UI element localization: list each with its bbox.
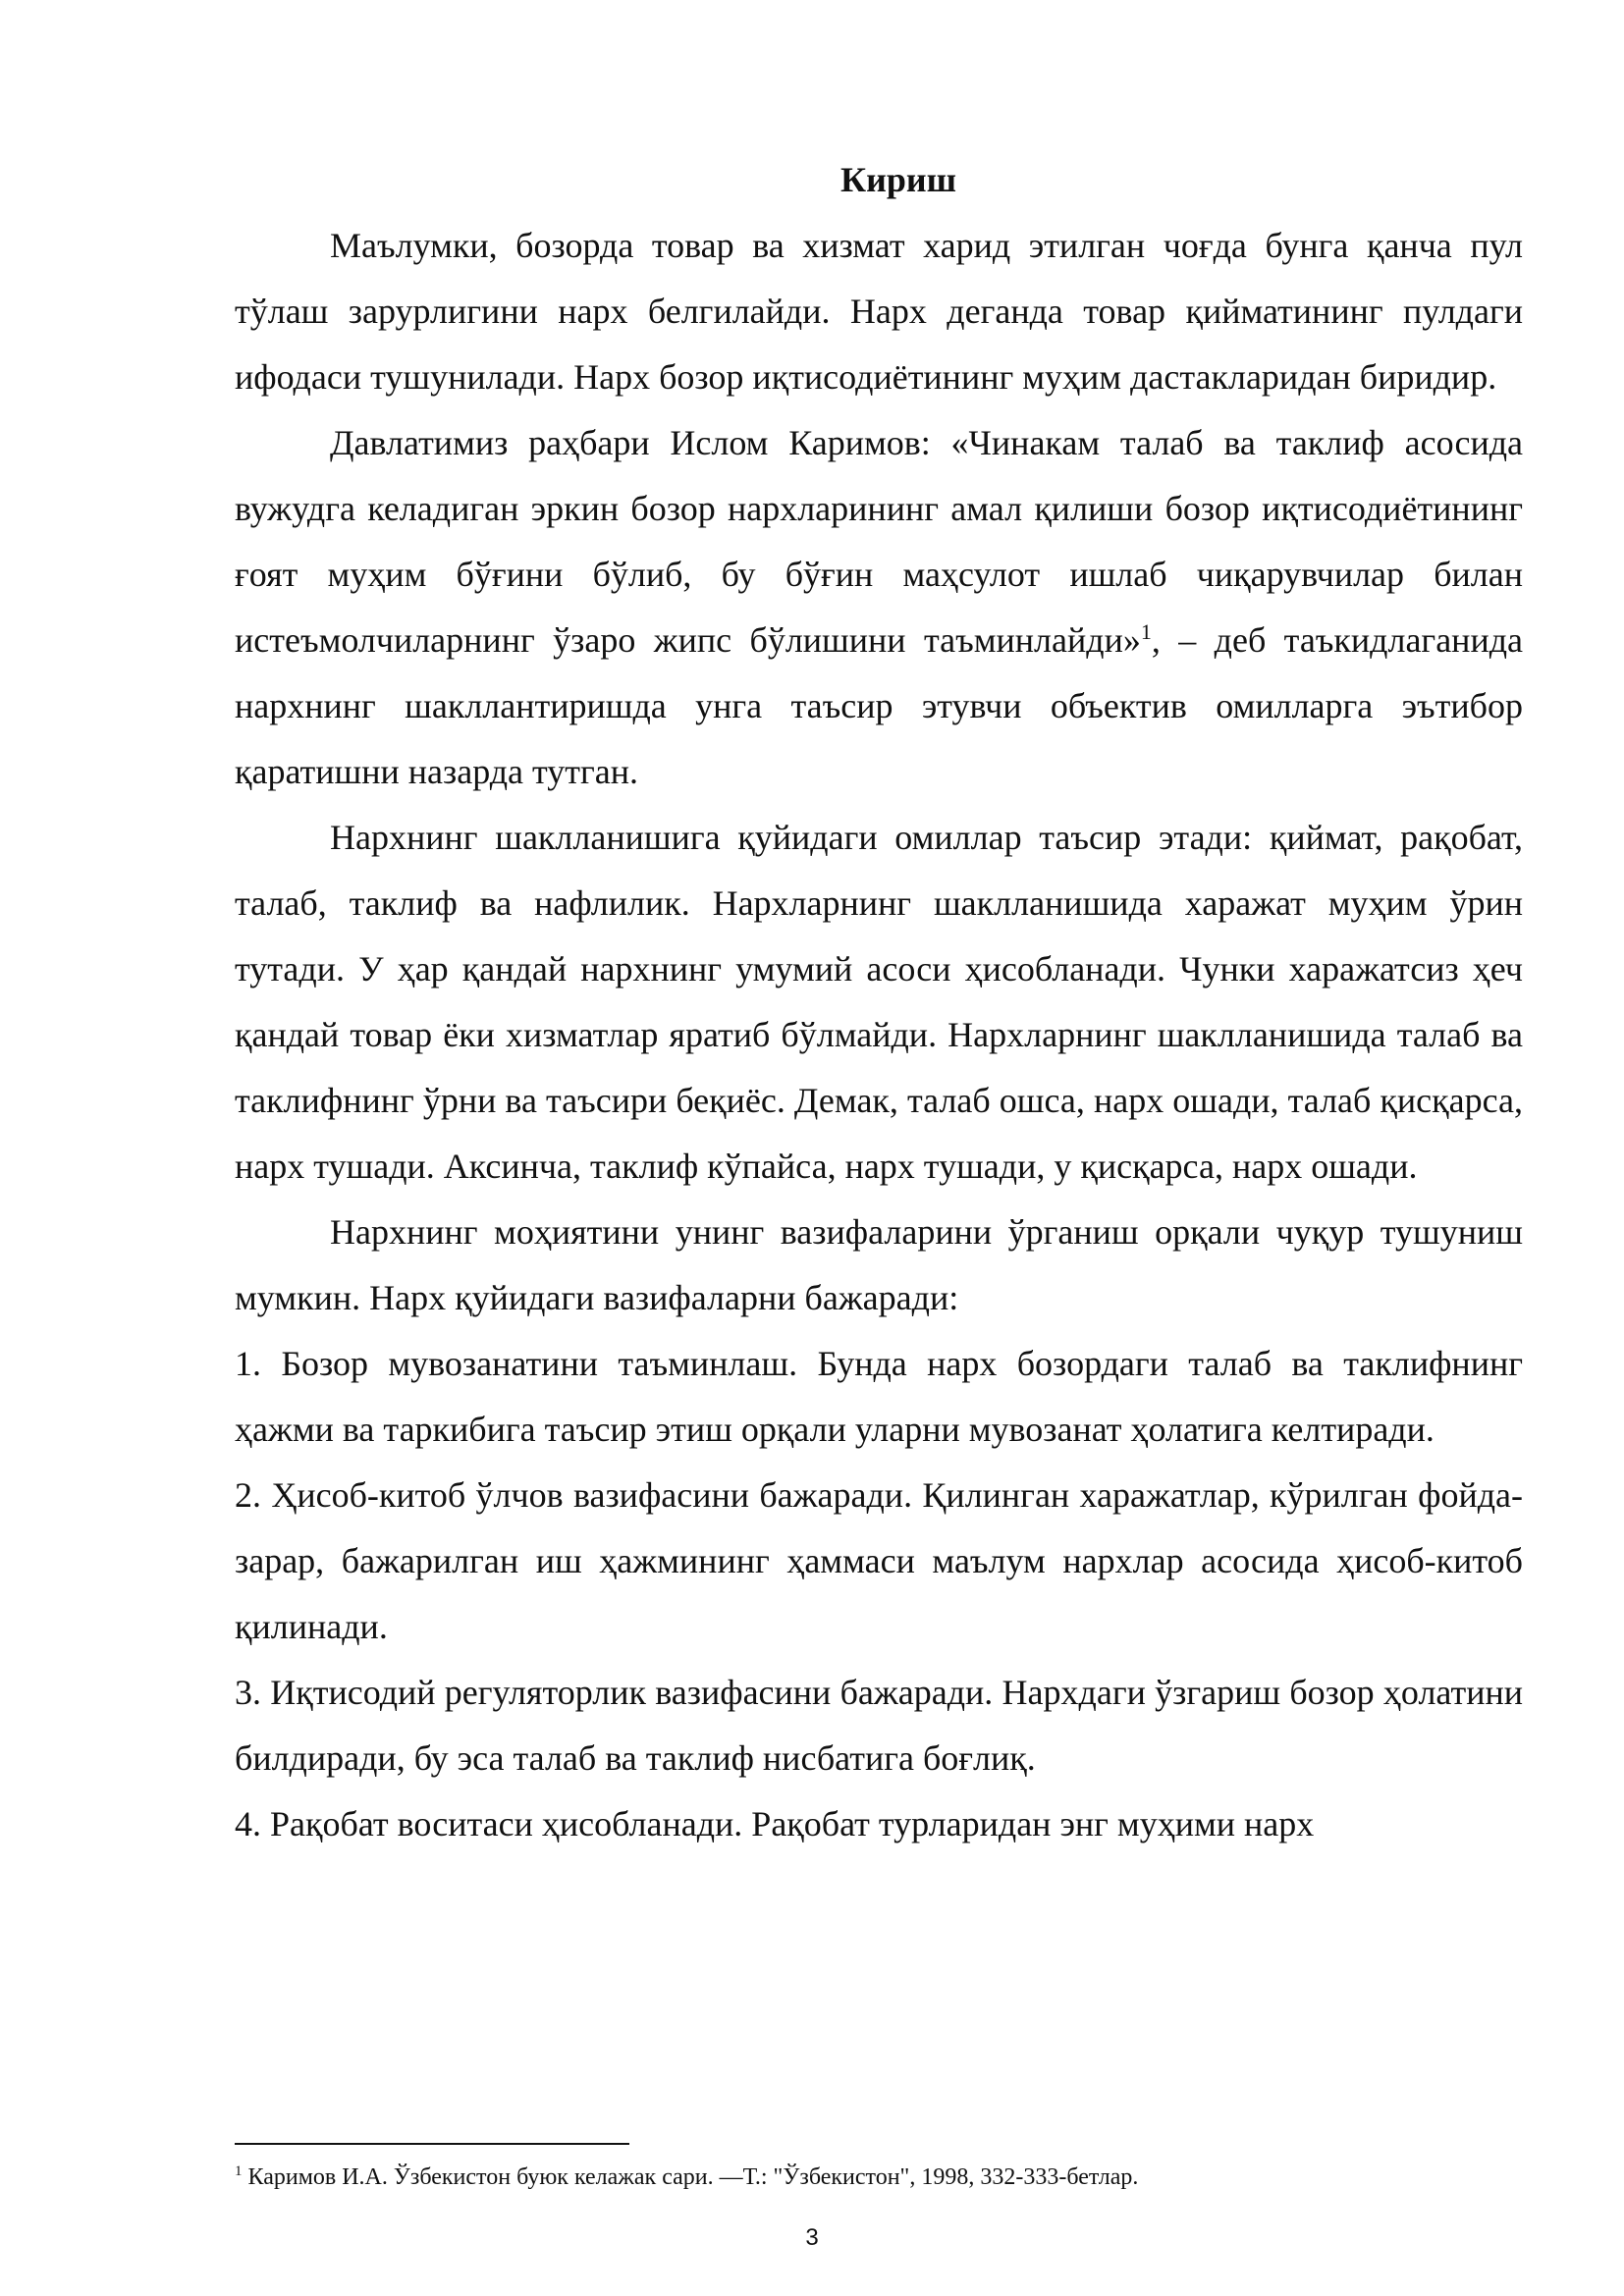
paragraph-functions-intro: Нархнинг моҳиятини унинг вазифаларини ўрганиш орқали чуқур тушуниш мумкин. Нарх қуйидаги вазифаларни бажаради: (235, 1212, 1523, 1317)
paragraph-intro: Маълумки, бозорда товар ва хизмат харид этилган чоғда бунга қанча пул тўлаш зарурлигини нарх белгилайди. Нарх деганда товар қийматининг пулдаги ифодаси тушунилади. Нарх бозор иқтисодиётининг муҳим дастакларидан биридир. (235, 226, 1523, 397)
quote-continuation: , – деб таъкидлаганида нархнинг шакллантиришда унга таъсир этувчи объектив омилларга эътибор қаратишни назарда тутган. (235, 620, 1524, 791)
footnote (235, 2162, 1523, 2193)
page-body (235, 147, 1523, 1857)
paragraph-factors: Нархнинг шаклланишига қуйидаги омиллар таъсир этади: қиймат, рақобат, талаб, таклиф ва нафлилик. Нархларнинг шаклланишида харажат муҳим ўрин тутади. У ҳар қандай нархнинг умумий асоси ҳисобланади. Чунки харажатсиз ҳеч қандай товар ёки хизматлар яратиб бўлмайди. Нархларнинг шаклланишида талаб ва таклифнинг ўрни ва таъсири беқиёс. Демак, талаб ошса, нарх ошади, талаб қисқарса, нарх тушади. Аксинча, таклиф кўпайса, нарх тушади, у қисқарса, нарх ошади. (235, 818, 1523, 1186)
list-item-3: 3. Иқтисодий регуляторлик вазифасини бажаради. Нархдаги ўзгариш бозор ҳолатини билдиради, бу эса талаб ва таклиф нисбатига боғлиқ. (235, 1673, 1523, 1778)
quote-text: Давлатимиз раҳбари Ислом Каримов: «Чинакам талаб ва таклиф асосида вужудга келадиган эркин бозор нархларининг амал қилиши бозор иқтисодиётининг ғоят муҳим бўғини бўлиб, бу бўғин маҳсулот ишлаб чиқарувчилар билан истеъмолчиларнинг ўзаро жипс бўлишини таъминлайди» (235, 423, 1523, 660)
footnote-marker: 1 (235, 2163, 243, 2179)
paragraph-quote (235, 410, 1523, 805)
list-item-1: 1. Бозор мувозанатини таъминлаш. Бунда нарх бозордаги талаб ва таклифнинг ҳажми ва таркибига таъсир этиш орқали уларни мувозанат ҳолатига келтиради. (235, 1344, 1523, 1449)
footnote-divider (235, 2143, 629, 2145)
page-title: Кириш (839, 160, 956, 199)
list-item-4: 4. Рақобат воситаси ҳисобланади. Рақобат турларидан энг муҳими нарх (235, 1804, 1315, 1843)
list-item-2: 2. Ҳисоб-китоб ўлчов вазифасини бажаради. Қилинган харажатлар, кўрилган фойда-зарар, бажарилган иш ҳажмининг ҳаммаси маълум нархлар асосида ҳисоб-китоб қилинади. (235, 1475, 1523, 1646)
footnote-text: Каримов И.А. Ўзбекистон буюк келажак сари. —Т.: "Ўзбекистон", 1998, 332-333-бетлар. (242, 2164, 1139, 2190)
footnote-reference[interactable]: 1 (1140, 619, 1152, 644)
page-number: 3 (805, 2224, 819, 2251)
